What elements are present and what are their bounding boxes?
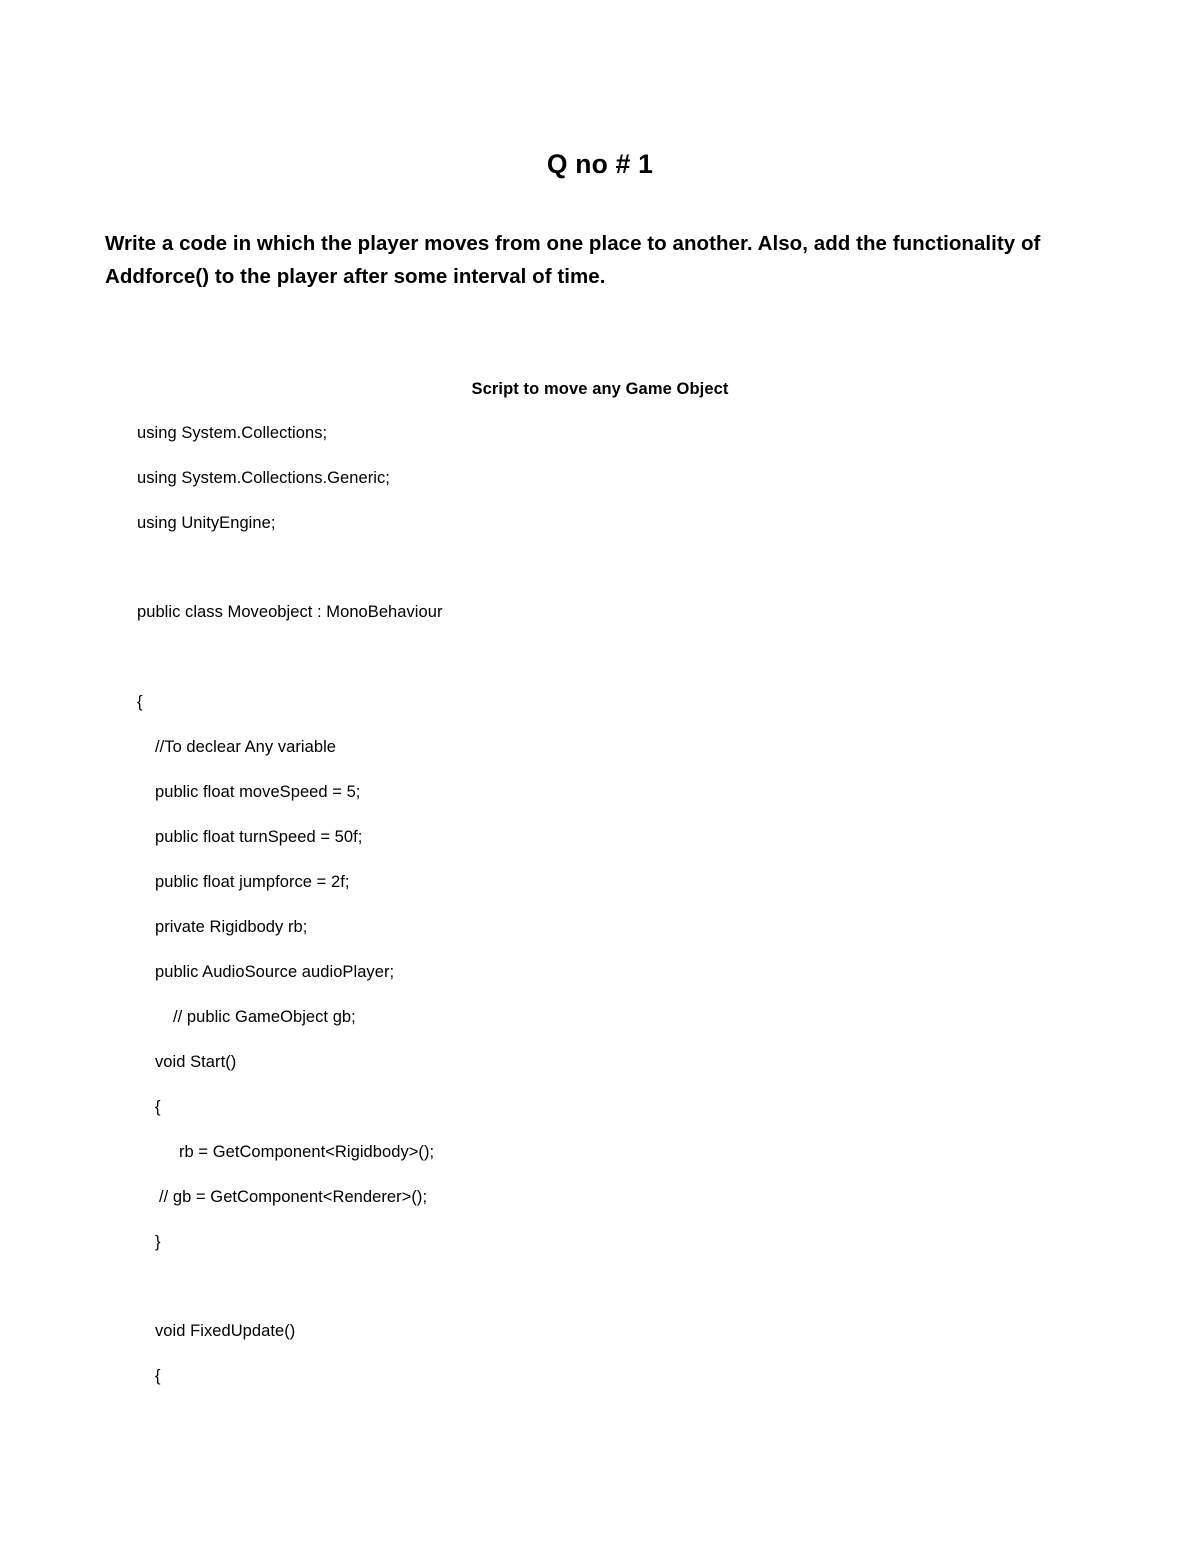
code-line: public float jumpforce = 2f;	[155, 872, 350, 891]
page-title: Q no # 1	[546, 149, 654, 179]
code-line: void Start()	[155, 1052, 237, 1071]
code-line: {	[137, 692, 143, 711]
code-line: using System.Collections;	[137, 423, 328, 442]
code-line-blank	[105, 1279, 1095, 1295]
code-line-blank	[105, 560, 1095, 576]
code-line: {	[155, 1097, 161, 1116]
code-line: public float moveSpeed = 5;	[155, 782, 361, 801]
code-line: public float turnSpeed = 50f;	[155, 827, 363, 846]
code-line: }	[155, 1232, 161, 1251]
script-section-heading: Script to move any Game Object	[471, 379, 729, 398]
code-line: using System.Collections.Generic;	[137, 468, 390, 487]
code-line: using UnityEngine;	[137, 513, 276, 532]
code-block	[105, 425, 1095, 1385]
code-line-blank	[105, 649, 1095, 665]
vertical-spacer	[105, 294, 1095, 380]
code-line: {	[155, 1367, 161, 1386]
question-prompt: Write a code in which the player moves from one place to another. Also, add the functionality of Addforce() to the player after some interval of time.	[105, 232, 1041, 289]
code-line: public AudioSource audioPlayer;	[155, 962, 395, 981]
code-line: // gb = GetComponent<Renderer>();	[159, 1187, 428, 1206]
code-line: void FixedUpdate()	[155, 1322, 296, 1341]
code-line: rb = GetComponent<Rigidbody>();	[179, 1142, 435, 1161]
code-line: // public GameObject gb;	[173, 1007, 356, 1026]
code-line: //To declear Any variable	[155, 737, 337, 756]
code-line: private Rigidbody rb;	[155, 917, 308, 936]
code-line: public class Moveobject : MonoBehaviour	[137, 603, 443, 622]
